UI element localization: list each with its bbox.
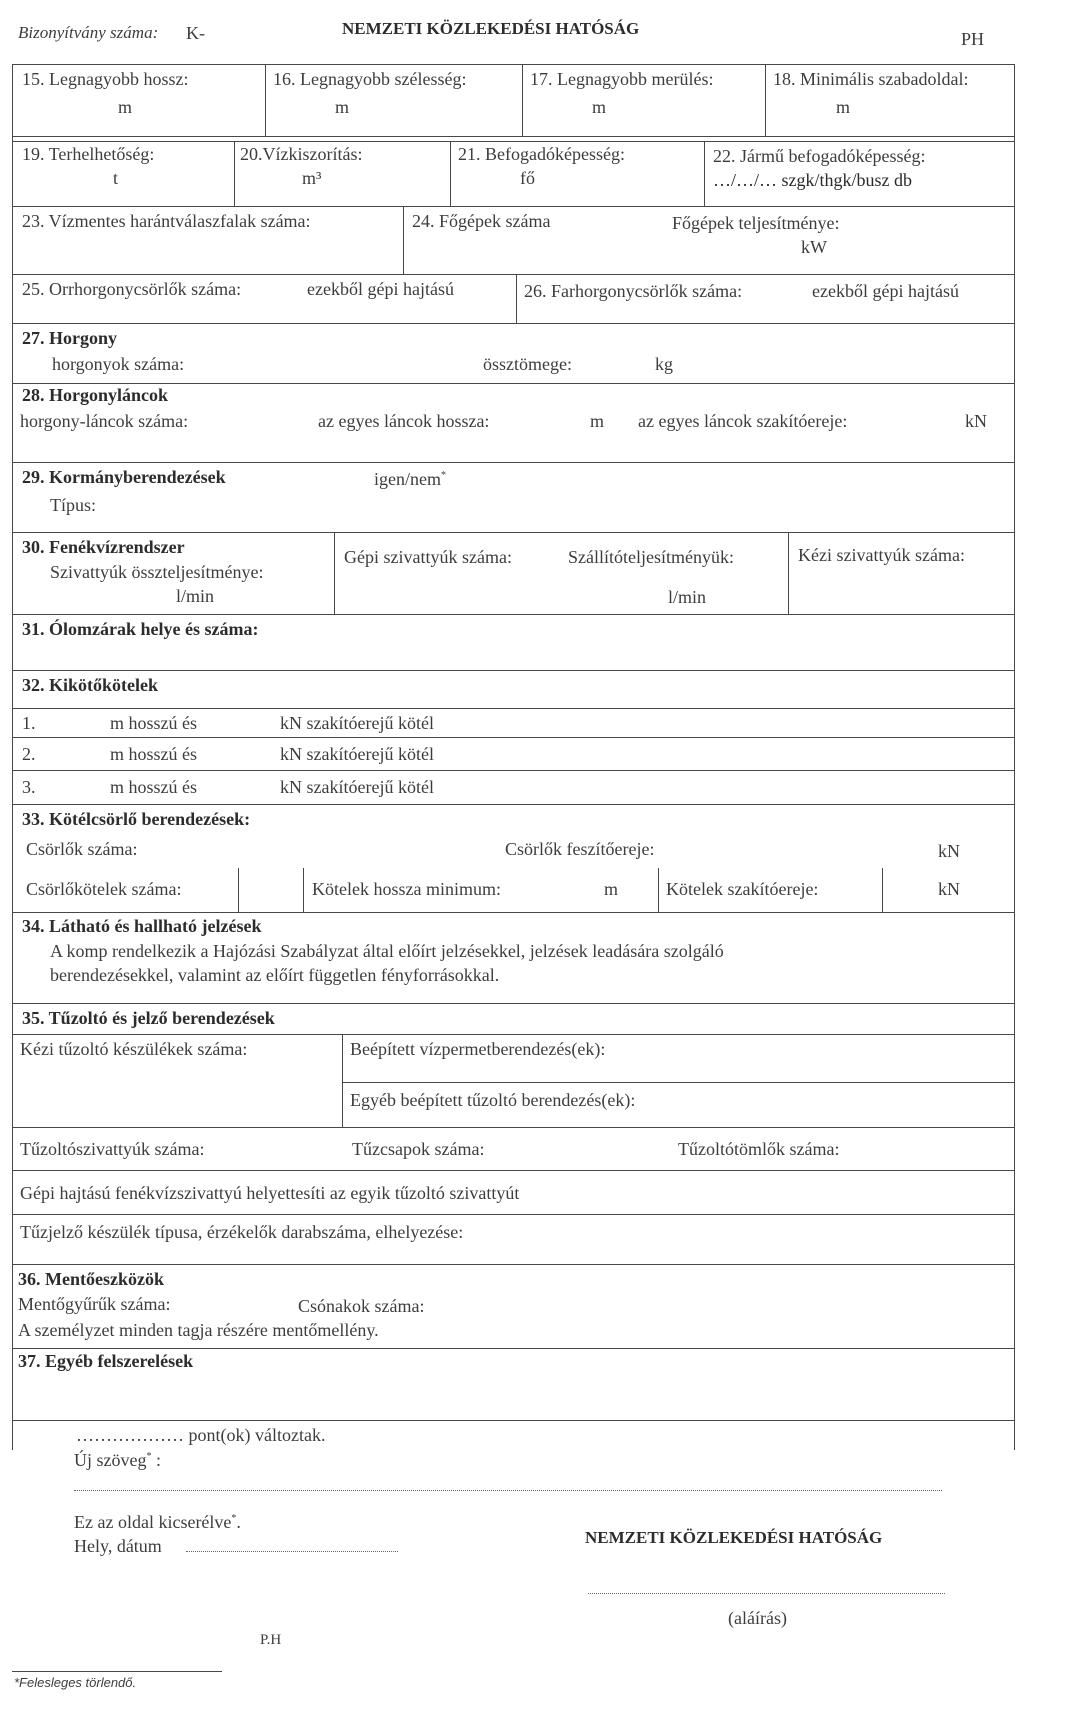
fire-pump-count-label: Tűzoltószivattyúk száma: xyxy=(20,1139,205,1159)
boat-count-label: Csónakok száma: xyxy=(298,1296,425,1316)
place-date-label: Hely, dátum xyxy=(74,1536,162,1556)
section-34-title: 34. Látható és hallható jelzések xyxy=(22,916,262,936)
steering-yes-no: igen/nem* xyxy=(374,469,446,489)
section-31-title: 31. Ólomzárak helye és száma: xyxy=(22,619,259,639)
main-engine-power-unit: kW xyxy=(801,237,827,257)
field-16-label: 16. Legnagyobb szélesség: xyxy=(273,69,467,89)
mooring-rope-3-length: m hosszú és xyxy=(110,777,197,797)
mooring-rope-1-length: m hosszú és xyxy=(110,713,197,733)
signals-text-line-2: berendezésekkel, valamint az előírt független fényforrásokkal. xyxy=(50,965,500,985)
footnote-rule xyxy=(12,1671,222,1672)
chain-strength-label: az egyes láncok szakítóereje: xyxy=(638,411,848,431)
field-22-label: 22. Jármű befogadóképesség: xyxy=(713,146,926,166)
field-17-unit: m xyxy=(592,97,607,117)
stamp-mark: PH xyxy=(961,29,985,49)
section-30-title: 30. Fenékvízrendszer xyxy=(22,537,185,557)
mooring-rope-2-strength: kN szakítóerejű kötél xyxy=(280,744,434,764)
field-26-label: 26. Farhorgonycsörlők száma: xyxy=(524,281,743,301)
field-25-sub: ezekből gépi hajtású xyxy=(307,279,454,299)
field-23-label: 23. Vízmentes harántválaszfalak száma: xyxy=(22,211,311,231)
mooring-rope-3-strength: kN szakítóerejű kötél xyxy=(280,777,434,797)
delivery-unit: l/min xyxy=(668,587,707,607)
sprinkler-label: Beépített vízpermetberendezés(ek): xyxy=(350,1039,606,1059)
field-15-unit: m xyxy=(118,97,133,117)
lifejacket-text: A személyzet minden tagja részére mentőmellény. xyxy=(18,1320,379,1340)
changed-points-text: ……………… pont(ok) változtak. xyxy=(76,1425,326,1445)
winch-rope-count-label: Csörlőkötelek száma: xyxy=(26,879,182,899)
signals-text-line-1: A komp rendelkezik a Hajózási Szabályzat által előírt jelzésekkel, jelzések leadására szolgáló xyxy=(50,941,724,961)
field-19-unit: t xyxy=(113,168,119,188)
authority-title: NEMZETI KÖZLEKEDÉSI HATÓSÁG xyxy=(342,19,640,38)
section-35-title: 35. Tűzoltó és jelző berendezések xyxy=(22,1008,275,1028)
chain-length-label: az egyes láncok hossza: xyxy=(318,411,490,431)
pump-total-label: Szivattyúk összteljesítménye: xyxy=(50,562,264,582)
signature-line xyxy=(588,1593,945,1594)
footnote-text: *Felesleges törlendő. xyxy=(14,1675,137,1690)
place-date-line xyxy=(186,1551,398,1552)
manual-pump-label: Kézi szivattyúk száma: xyxy=(798,545,965,565)
field-24-label: 24. Főgépek száma xyxy=(412,211,551,231)
field-26-sub: ezekből gépi hajtású xyxy=(812,281,959,301)
field-21-unit: fő xyxy=(520,168,535,188)
mooring-rope-2-number: 2. xyxy=(22,744,36,764)
field-22-value: …/…/… szgk/thgk/busz db xyxy=(713,170,912,190)
field-17-label: 17. Legnagyobb merülés: xyxy=(530,69,714,89)
new-text-line xyxy=(74,1490,942,1491)
mooring-rope-3-number: 3. xyxy=(22,777,36,797)
anchor-mass-label: össztömege: xyxy=(483,354,572,374)
lifebuoy-count-label: Mentőgyűrűk száma: xyxy=(18,1294,171,1314)
field-18-unit: m xyxy=(836,97,851,117)
field-15-label: 15. Legnagyobb hossz: xyxy=(22,69,189,89)
page-replaced-label: Ez az oldal kicserélve*. xyxy=(74,1512,241,1532)
signature-label: (aláírás) xyxy=(728,1608,787,1628)
mooring-rope-1-strength: kN szakítóerejű kötél xyxy=(280,713,434,733)
winch-tension-unit: kN xyxy=(938,841,960,861)
field-20-unit: m³ xyxy=(302,168,322,188)
field-21-label: 21. Befogadóképesség: xyxy=(458,144,625,164)
fire-hose-count-label: Tűzoltótömlők száma: xyxy=(678,1139,840,1159)
rope-min-length-label: Kötelek hossza minimum: xyxy=(312,879,501,899)
new-text-label: Új szöveg* : xyxy=(74,1450,161,1470)
bilge-pump-replacement-text: Gépi hajtású fenékvízszivattyú helyettesíti az egyik tűzoltó szivattyút xyxy=(20,1183,520,1203)
mooring-rope-2-length: m hosszú és xyxy=(110,744,197,764)
anchor-mass-unit: kg xyxy=(655,354,673,374)
pump-total-unit: l/min xyxy=(176,586,215,606)
footer-authority-title: NEMZETI KÖZLEKEDÉSI HATÓSÁG xyxy=(585,1528,883,1547)
field-19-label: 19. Terhelhetőség: xyxy=(22,144,155,164)
chain-count-label: horgony-láncok száma: xyxy=(20,411,189,431)
anchor-count-label: horgonyok száma: xyxy=(52,354,185,374)
section-29-title: 29. Kormányberendezések xyxy=(22,467,226,487)
section-33-title: 33. Kötélcsörlő berendezések: xyxy=(22,809,251,829)
footer-stamp-mark: P.H xyxy=(260,1632,282,1648)
field-18-label: 18. Minimális szabadoldal: xyxy=(773,69,969,89)
field-16-unit: m xyxy=(335,97,350,117)
rope-min-length-unit: m xyxy=(604,879,619,899)
rope-strength-label: Kötelek szakítóereje: xyxy=(666,879,819,899)
other-fire-equipment-label: Egyéb beépített tűzoltó berendezés(ek): xyxy=(350,1090,636,1110)
fire-detector-label: Tűzjelző készülék típusa, érzékelők darabszáma, elhelyezése: xyxy=(20,1222,464,1242)
hydrant-count-label: Tűzcsapok száma: xyxy=(352,1139,485,1159)
steering-type-label: Típus: xyxy=(50,495,97,515)
mooring-rope-1-number: 1. xyxy=(22,713,36,733)
machine-pump-label: Gépi szivattyúk száma: xyxy=(344,547,512,567)
field-20-label: 20.Vízkiszorítás: xyxy=(240,144,363,164)
section-36-title: 36. Mentőeszközök xyxy=(18,1269,164,1289)
certificate-number-label: Bizonyítvány száma: xyxy=(18,23,159,42)
section-27-title: 27. Horgony xyxy=(22,328,118,348)
rope-strength-unit: kN xyxy=(938,879,960,899)
chain-strength-unit: kN xyxy=(965,411,987,431)
winch-count-label: Csörlők száma: xyxy=(26,839,138,859)
winch-tension-label: Csörlők feszítőereje: xyxy=(505,839,655,859)
certificate-number-prefix: K- xyxy=(186,23,205,43)
section-28-title: 28. Horgonyláncok xyxy=(22,385,169,405)
section-32-title: 32. Kikötőkötelek xyxy=(22,675,159,695)
delivery-label: Szállítóteljesítményük: xyxy=(568,547,734,567)
manual-extinguisher-label: Kézi tűzoltó készülékek száma: xyxy=(20,1039,248,1059)
section-37-title: 37. Egyéb felszerelések xyxy=(18,1351,194,1371)
chain-length-unit: m xyxy=(590,411,605,431)
field-25-label: 25. Orrhorgonycsörlők száma: xyxy=(22,279,242,299)
main-engine-power-label: Főgépek teljesítménye: xyxy=(672,213,840,233)
